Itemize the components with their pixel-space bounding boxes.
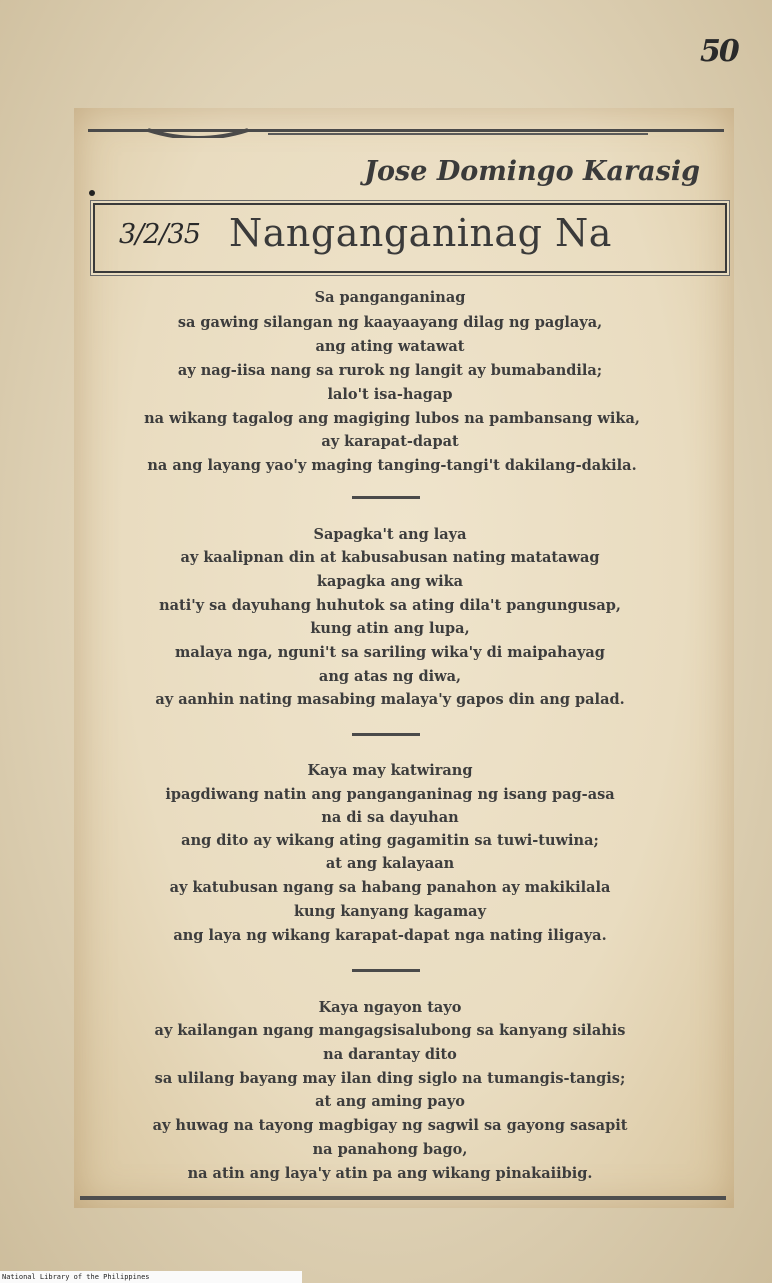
poem-line: ang dito ay wikang ating gagamitin sa tuwi-tuwina; bbox=[181, 832, 599, 849]
poem-line: na ang layang yao'y maging tanging-tangi't dakilang-dakila. bbox=[147, 457, 637, 474]
poem-line: na di sa dayuhan bbox=[321, 809, 459, 826]
poem-line: malaya nga, nguni't sa sariling wika'y di maipahayag bbox=[175, 644, 605, 661]
bottom-rule bbox=[80, 1196, 726, 1200]
poem-line: nati'y sa dayuhang huhutok sa ating dila't pangungusap, bbox=[159, 597, 621, 614]
poem-line: ay karapat-dapat bbox=[321, 433, 459, 450]
poem-line: na atin ang laya'y atin pa ang wikang pinakaiibig. bbox=[187, 1165, 593, 1182]
poem-line: ay kailangan ngang mangagsisalubong sa kanyang silahis bbox=[154, 1022, 626, 1039]
poem-line: kung atin ang lupa, bbox=[310, 620, 470, 637]
poem-line: ay kaalipnan din at kabusabusan nating matatawag bbox=[180, 549, 600, 566]
poem-line: Kaya may katwirang bbox=[307, 762, 473, 779]
poem-line: ay aanhin nating masabing malaya'y gapos din ang palad. bbox=[155, 691, 625, 708]
poem-line: Sapagka't ang laya bbox=[313, 526, 467, 543]
poem-line: at ang kalayaan bbox=[325, 855, 455, 872]
poem-line: lalo't isa-hagap bbox=[327, 386, 453, 403]
stanza-divider bbox=[352, 969, 420, 972]
title-box bbox=[93, 203, 727, 273]
poem-line: na panahong bago, bbox=[312, 1141, 468, 1158]
bullet-mark bbox=[89, 190, 95, 196]
poem-line: ang atas ng diwa, bbox=[318, 668, 462, 685]
poem-line: Sa panganganinag bbox=[314, 289, 466, 306]
poem-line: kung kanyang kagamay bbox=[294, 903, 486, 920]
poem-line: at ang aming payo bbox=[315, 1093, 465, 1110]
top-decorative-rule bbox=[88, 126, 724, 138]
author-byline: Jose Domingo Karasig bbox=[364, 156, 700, 187]
poem-line: ang laya ng wikang karapat-dapat nga nating iligaya. bbox=[173, 927, 607, 944]
poem-line: na darantay dito bbox=[323, 1046, 457, 1063]
poem-line: ay nag-iisa nang sa rurok ng langit ay bumabandila; bbox=[177, 362, 603, 379]
handwritten-date: 3/2/35 bbox=[119, 219, 200, 250]
poem-line: ang ating watawat bbox=[315, 338, 465, 355]
footer-credit: National Library of the Philippines bbox=[0, 1271, 302, 1283]
poem-line: Kaya ngayon tayo bbox=[318, 999, 462, 1016]
poem-line: na wikang tagalog ang magiging lubos na pambansang wika, bbox=[144, 410, 640, 427]
stanza-divider bbox=[352, 733, 420, 736]
poem-line: sa gawing silangan ng kaayaayang dilag ng paglaya, bbox=[177, 314, 603, 331]
poem-line: ay katubusan ngang sa habang panahon ay makikilala bbox=[169, 879, 611, 896]
poem-line: kapagka ang wika bbox=[316, 573, 464, 590]
poem-line: ay huwag na tayong magbigay ng sagwil sa gayong sasapit bbox=[152, 1117, 628, 1134]
page-number: 50 bbox=[700, 34, 738, 69]
stanza-divider bbox=[352, 496, 420, 499]
poem-title: Nanganganinag Na bbox=[229, 211, 612, 255]
poem-line: ipagdiwang natin ang panganganinag ng isang pag-asa bbox=[165, 786, 615, 803]
poem-line: sa ulilang bayang may ilan ding siglo na tumangis-tangis; bbox=[154, 1070, 626, 1087]
